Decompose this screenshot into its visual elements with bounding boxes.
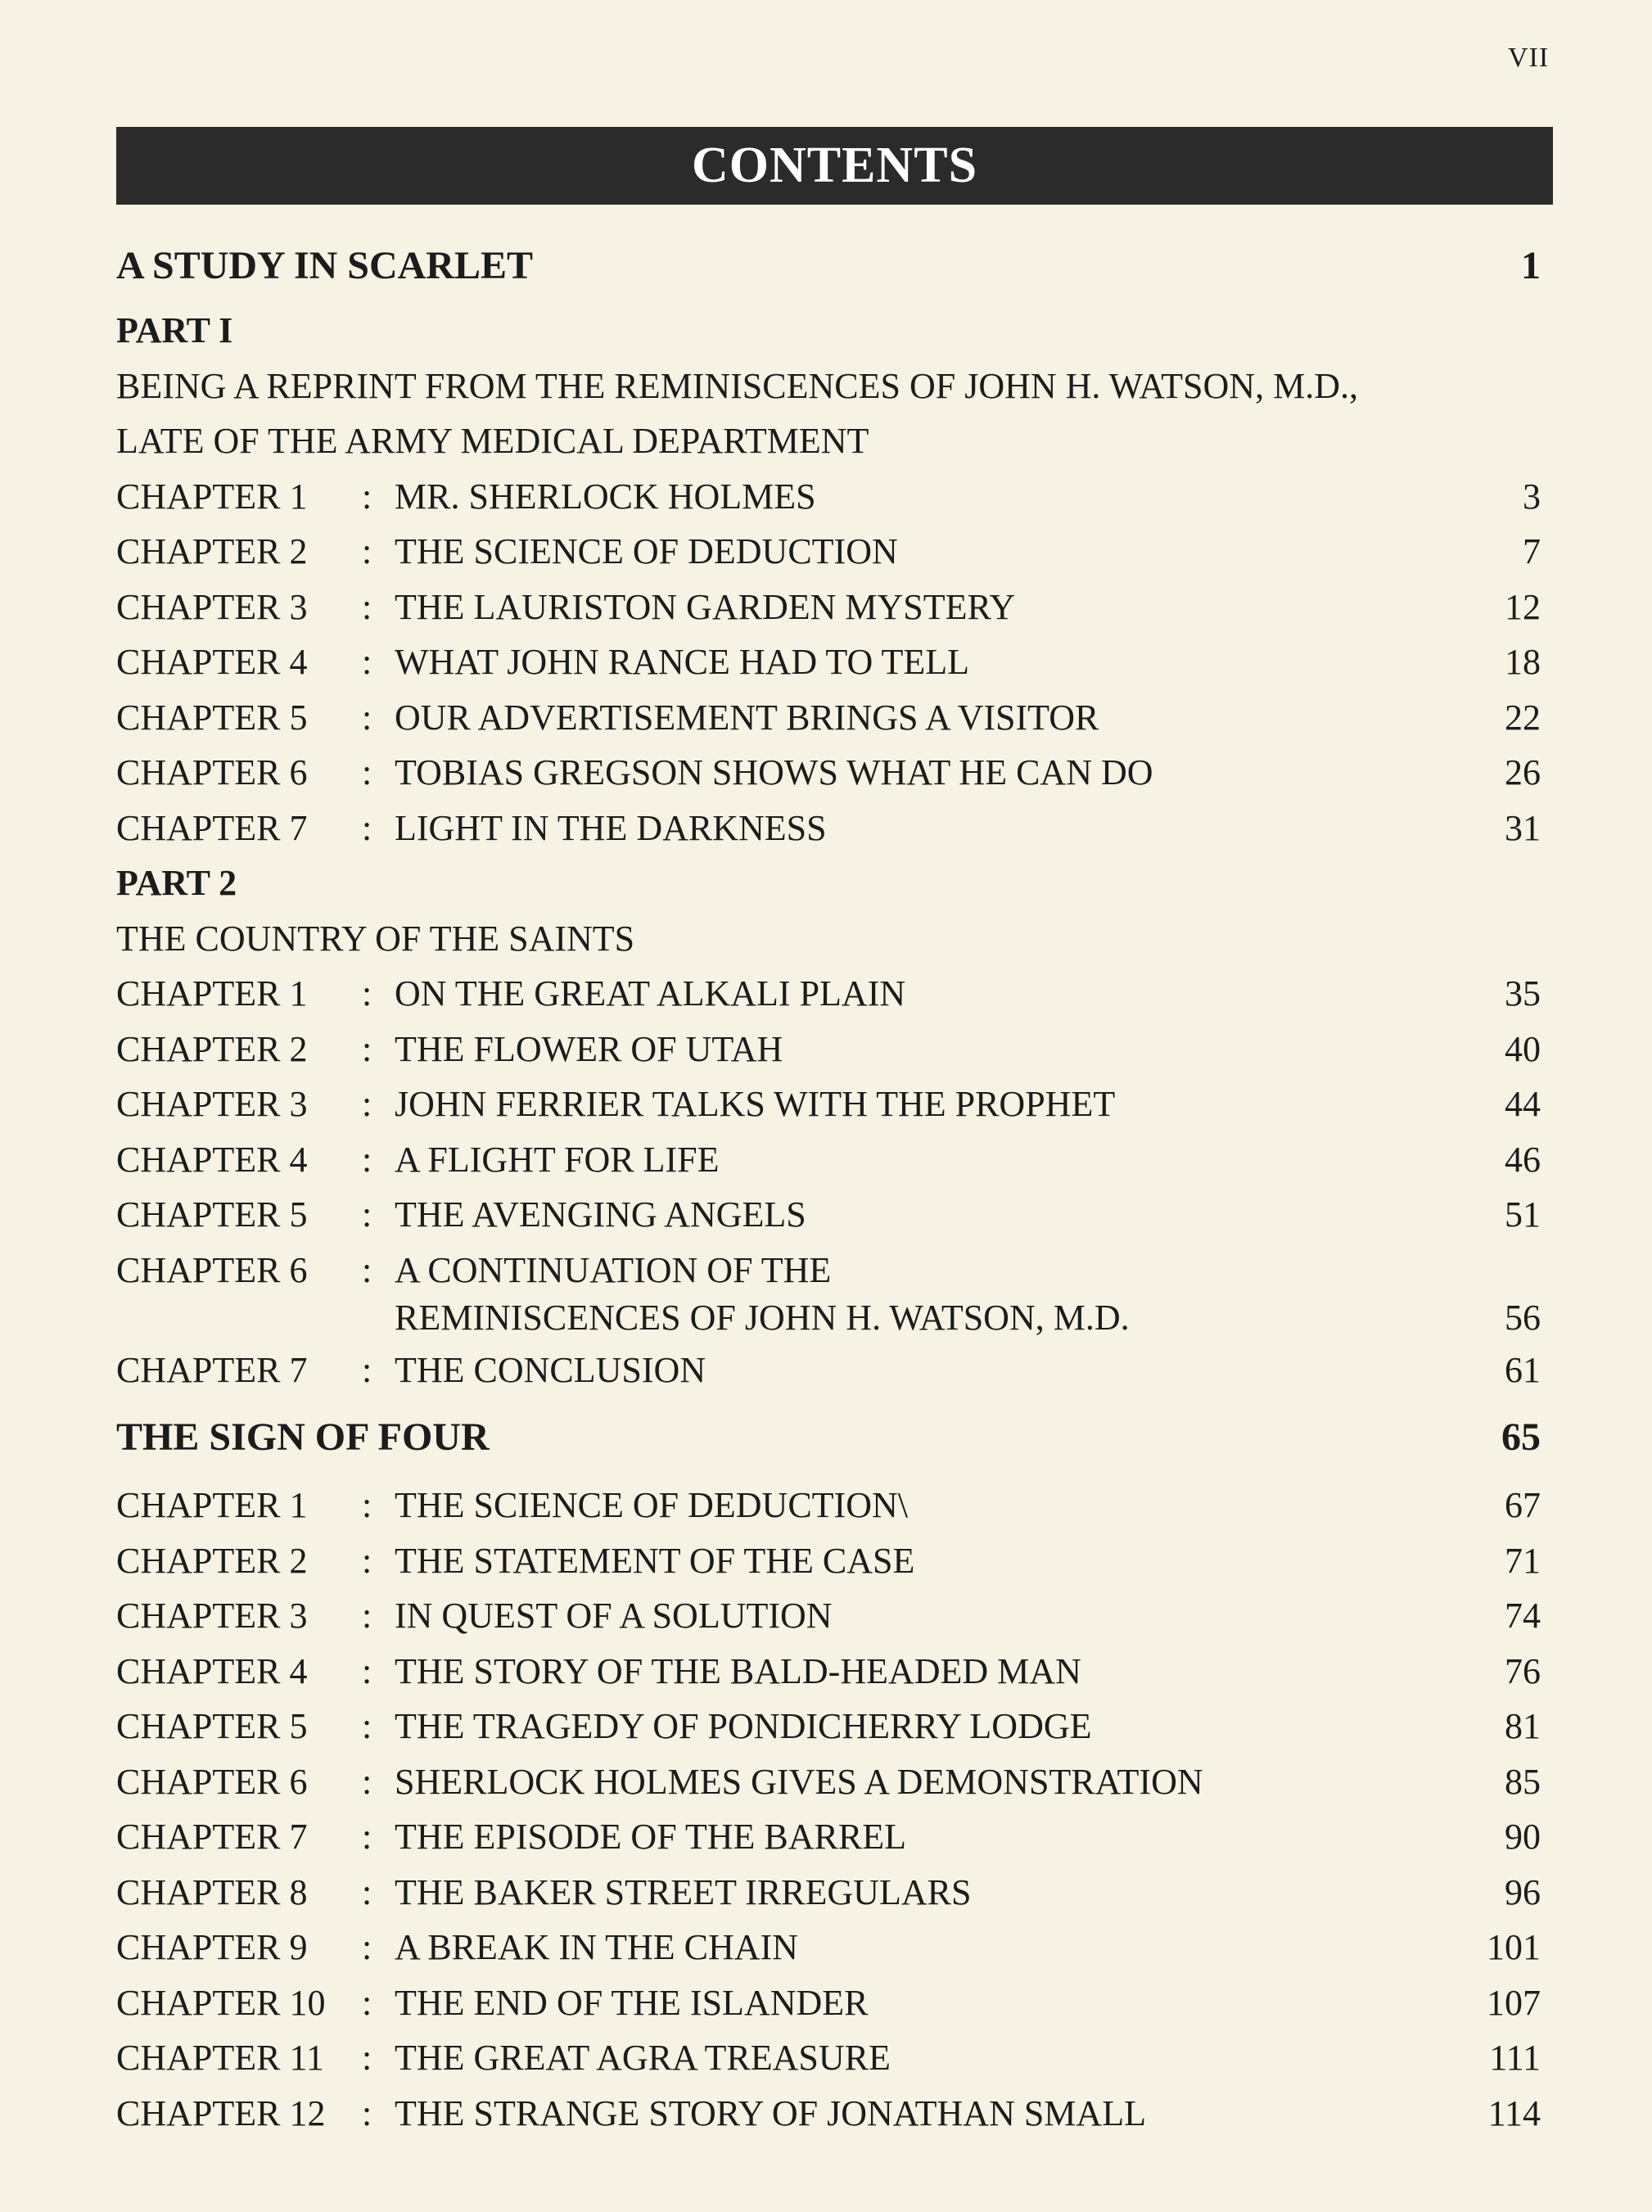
- chapter-page-number: 90: [1505, 1817, 1541, 1857]
- chapter-row: [116, 1187, 1541, 1243]
- chapter-separator: :: [362, 1349, 372, 1390]
- chapter-title: THE BAKER STREET IRREGULARS: [395, 1871, 972, 1912]
- chapter-page-number: 71: [1505, 1540, 1541, 1581]
- chapter-separator: :: [362, 1485, 372, 1525]
- chapter-separator: :: [362, 752, 372, 792]
- chapter-separator: :: [362, 1982, 372, 2023]
- chapter-row: [116, 1920, 1541, 1975]
- chapter-page-number: 61: [1505, 1349, 1541, 1390]
- chapter-label: CHAPTER 4: [116, 1650, 308, 1691]
- chapter-page-number: 67: [1505, 1485, 1541, 1525]
- chapter-separator: :: [362, 2092, 372, 2133]
- chapter-separator: :: [362, 1761, 372, 1802]
- chapter-page-number: 111: [1489, 2038, 1541, 2078]
- chapter-separator: :: [362, 1817, 372, 1857]
- chapter-separator: :: [362, 807, 372, 848]
- chapter-row: [116, 1588, 1541, 1644]
- chapter-separator: :: [362, 1084, 372, 1124]
- part-heading: PART I: [116, 310, 233, 350]
- chapter-separator: :: [362, 1194, 372, 1235]
- chapter-title: THE GREAT AGRA TREASURE: [395, 2038, 891, 2078]
- chapter-title: THE CONCLUSION: [395, 1349, 706, 1390]
- book-entry-study-in-scarlet: [116, 229, 1541, 303]
- chapter-separator: :: [362, 1540, 372, 1581]
- chapter-separator: :: [362, 1706, 372, 1746]
- chapter-separator: :: [362, 531, 372, 571]
- chapter-page-number: 101: [1487, 1927, 1541, 1967]
- chapter-row: [116, 1975, 1541, 2031]
- chapter-label: CHAPTER 2: [116, 1540, 308, 1581]
- chapter-label: CHAPTER 2: [116, 531, 308, 571]
- part-heading: PART 2: [116, 863, 237, 903]
- chapter-separator: :: [362, 1596, 372, 1636]
- part-subtitle: BEING A REPRINT FROM THE REMINISCENCES OF JOHN H. WATSON, M.D.,: [116, 365, 1358, 406]
- chapter-row: [116, 2086, 1541, 2142]
- chapter-separator: :: [362, 1249, 372, 1290]
- chapter-row: [116, 1478, 1541, 1533]
- chapter-label: CHAPTER 6: [116, 1249, 308, 1290]
- chapter-label: CHAPTER 3: [116, 1084, 308, 1124]
- chapter-label: CHAPTER 8: [116, 1871, 308, 1912]
- chapter-separator: :: [362, 1139, 372, 1180]
- chapter-title: A FLIGHT FOR LIFE: [395, 1139, 720, 1180]
- chapter-title: THE STRANGE STORY OF JONATHAN SMALL: [395, 2092, 1146, 2133]
- chapter-label: CHAPTER 7: [116, 1349, 308, 1390]
- chapter-separator: :: [362, 642, 372, 682]
- part-subtitle: THE COUNTRY OF THE SAINTS: [116, 918, 635, 959]
- chapter-page-number: 40: [1505, 1028, 1541, 1069]
- chapter-row: [116, 966, 1541, 1022]
- chapter-label: CHAPTER 5: [116, 697, 308, 738]
- chapter-page-number: 35: [1505, 973, 1541, 1013]
- chapter-page-number: 31: [1505, 807, 1541, 848]
- chapter-label: CHAPTER 5: [116, 1194, 308, 1235]
- chapter-title: THE END OF THE ISLANDER: [395, 1982, 869, 2023]
- chapter-page-number: 51: [1505, 1194, 1541, 1235]
- chapter-separator: :: [362, 1028, 372, 1069]
- book-page-number: 1: [1521, 244, 1541, 287]
- chapter-page-number: 26: [1505, 752, 1541, 792]
- chapter-title: THE STORY OF THE BALD-HEADED MAN: [395, 1650, 1081, 1691]
- chapter-label: CHAPTER 4: [116, 1139, 308, 1180]
- chapter-title: THE FLOWER OF UTAH: [395, 1028, 783, 1069]
- chapter-row: [116, 469, 1541, 525]
- chapter-row: [116, 1699, 1541, 1754]
- chapter-label: CHAPTER 10: [116, 1982, 326, 2023]
- chapter-title: SHERLOCK HOLMES GIVES A DEMONSTRATION: [395, 1761, 1203, 1802]
- chapter-row: [116, 745, 1541, 801]
- chapter-page-number: 74: [1505, 1596, 1541, 1636]
- chapter-separator: :: [362, 586, 372, 627]
- chapter-page-number: 81: [1505, 1706, 1541, 1746]
- chapter-page-number: 56: [1505, 1297, 1541, 1338]
- chapter-label: CHAPTER 11: [116, 2038, 324, 2078]
- chapter-page-number: 85: [1505, 1761, 1541, 1802]
- chapter-row: [116, 1533, 1541, 1589]
- chapter-label: CHAPTER 6: [116, 752, 308, 792]
- chapter-row: [116, 1343, 1541, 1398]
- chapter-label: CHAPTER 1: [116, 973, 308, 1013]
- chapter-title: TOBIAS GREGSON SHOWS WHAT HE CAN DO: [395, 752, 1153, 792]
- chapter-row: [116, 634, 1541, 690]
- chapter-title: WHAT JOHN RANCE HAD TO TELL: [395, 642, 969, 682]
- chapter-title: THE LAURISTON GARDEN MYSTERY: [395, 586, 1016, 627]
- chapter-separator: :: [362, 1650, 372, 1691]
- page-number: VII: [1508, 43, 1550, 73]
- chapter-row: [116, 1865, 1541, 1921]
- chapter-title: A BREAK IN THE CHAIN: [395, 1927, 798, 1967]
- chapter-page-number: 46: [1505, 1139, 1541, 1180]
- chapter-label: CHAPTER 12: [116, 2092, 326, 2133]
- chapter-row: [116, 1809, 1541, 1865]
- chapter-separator: :: [362, 1871, 372, 1912]
- chapter-title: ON THE GREAT ALKALI PLAIN: [395, 973, 906, 1013]
- book-page-number: 65: [1501, 1415, 1541, 1459]
- book-title: THE SIGN OF FOUR: [116, 1415, 490, 1459]
- chapter-page-number: 44: [1505, 1084, 1541, 1124]
- chapter-title: IN QUEST OF A SOLUTION: [395, 1596, 833, 1636]
- chapter-title: MR. SHERLOCK HOLMES: [395, 476, 816, 517]
- chapter-title: THE AVENGING ANGELS: [395, 1194, 806, 1235]
- chapter-row: [116, 1644, 1541, 1700]
- chapter-label: CHAPTER 5: [116, 1706, 308, 1746]
- chapter-separator: :: [362, 476, 372, 517]
- chapter-label: CHAPTER 7: [116, 807, 308, 848]
- chapter-title: JOHN FERRIER TALKS WITH THE PROPHET: [395, 1084, 1116, 1124]
- chapter-page-number: 12: [1505, 586, 1541, 627]
- chapter-page-number: 3: [1523, 476, 1541, 517]
- chapter-row: [116, 1022, 1541, 1077]
- chapter-title: THE STATEMENT OF THE CASE: [395, 1540, 915, 1581]
- chapter-page-number: 7: [1523, 531, 1541, 571]
- chapter-page-number: 18: [1505, 642, 1541, 682]
- chapter-label: CHAPTER 1: [116, 1485, 308, 1525]
- chapter-page-number: 76: [1505, 1650, 1541, 1691]
- chapter-title: THE SCIENCE OF DEDUCTION\: [395, 1485, 908, 1525]
- book-entry-sign-of-four: [116, 1397, 1541, 1478]
- chapter-title: A CONTINUATION OF THE REMINISCENCES OF JOHN H. WATSON, M.D.: [395, 1249, 1130, 1338]
- table-of-contents: [116, 229, 1541, 2141]
- contents-header-bar: [116, 127, 1553, 205]
- chapter-title: OUR ADVERTISEMENT BRINGS A VISITOR: [395, 697, 1099, 738]
- chapter-label: CHAPTER 1: [116, 476, 308, 517]
- chapter-label: CHAPTER 6: [116, 1761, 308, 1802]
- chapter-row: [116, 1754, 1541, 1810]
- chapter-separator: :: [362, 697, 372, 738]
- chapter-label: CHAPTER 2: [116, 1028, 308, 1069]
- chapter-title: THE EPISODE OF THE BARREL: [395, 1817, 906, 1857]
- chapter-row: [116, 2030, 1541, 2086]
- chapter-separator: :: [362, 973, 372, 1013]
- chapter-page-number: 114: [1487, 2092, 1541, 2133]
- contents-title: CONTENTS: [691, 138, 978, 193]
- chapter-page-number: 107: [1487, 1982, 1541, 2023]
- chapter-title: THE SCIENCE OF DEDUCTION: [395, 531, 898, 571]
- chapter-row: [116, 1132, 1541, 1188]
- chapter-label: CHAPTER 7: [116, 1817, 308, 1857]
- chapter-title: THE TRAGEDY OF PONDICHERRY LODGE: [395, 1706, 1092, 1746]
- chapter-page-number: 22: [1505, 697, 1541, 738]
- chapter-row: [116, 580, 1541, 635]
- chapter-row: [116, 801, 1541, 856]
- chapter-row: [116, 1077, 1541, 1132]
- part-subtitle: LATE OF THE ARMY MEDICAL DEPARTMENT: [116, 421, 869, 461]
- chapter-page-number: 96: [1505, 1871, 1541, 1912]
- chapter-row: [116, 1243, 1541, 1343]
- book2-chapter-list: [116, 1478, 1541, 2141]
- chapter-row: [116, 690, 1541, 746]
- chapter-separator: :: [362, 1927, 372, 1967]
- part1-chapter-list: [116, 469, 1541, 856]
- chapter-separator: :: [362, 2038, 372, 2078]
- chapter-label: CHAPTER 3: [116, 1596, 308, 1636]
- chapter-row: [116, 524, 1541, 580]
- part2-chapter-list: [116, 966, 1541, 1397]
- chapter-label: CHAPTER 4: [116, 642, 308, 682]
- chapter-label: CHAPTER 9: [116, 1927, 308, 1967]
- book-title: A STUDY IN SCARLET: [116, 244, 534, 287]
- chapter-title: LIGHT IN THE DARKNESS: [395, 807, 827, 848]
- chapter-label: CHAPTER 3: [116, 586, 308, 627]
